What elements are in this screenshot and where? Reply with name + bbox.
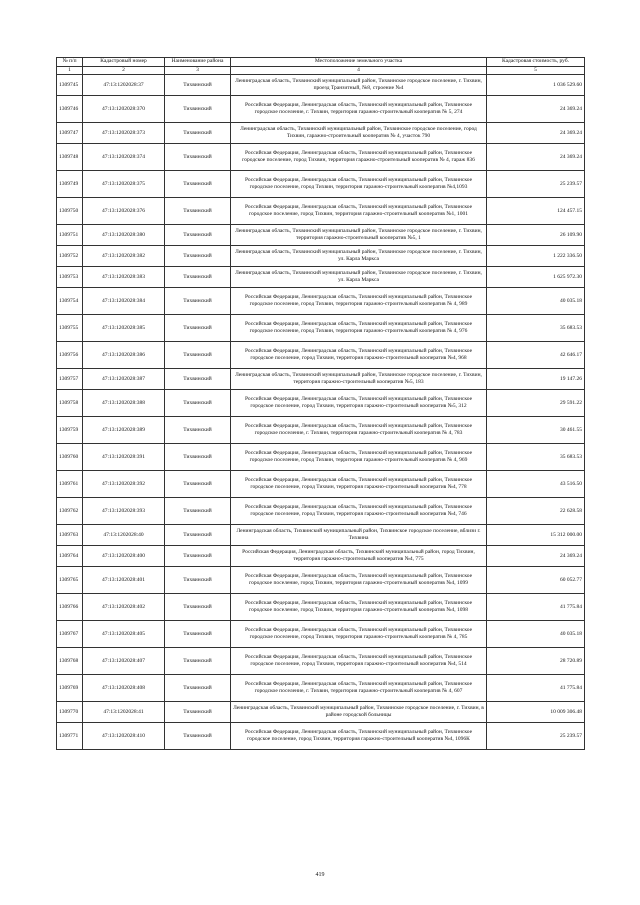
district-name: Тихвинский	[165, 675, 231, 702]
cadastral-cost: 35 683.53	[487, 444, 585, 471]
table-row	[57, 267, 585, 288]
land-location: Российская Федерация, Ленинградская область, Тихвинский муниципальный район, Тихвинское городское поселение, город Тихвин, территория гаражно-строительный кооператив №4, 1096К	[231, 723, 487, 750]
cadastral-cost: 30 461.55	[487, 417, 585, 444]
cadastral-number: 47:13:1202028:387	[83, 369, 165, 390]
land-location: Российская Федерация, Ленинградская область, Тихвинский муниципальный район, Тихвинское городское поселение, город Тихвин, территория гаражно-строительный кооператив № 4, 785	[231, 621, 487, 648]
cadastral-number: 47:13:1202028:410	[83, 723, 165, 750]
row-number: 1309766	[57, 594, 83, 621]
row-number: 1309765	[57, 567, 83, 594]
cadastral-cost: 40 035.18	[487, 288, 585, 315]
cadastral-cost: 15 312 000.00	[487, 525, 585, 546]
cadastral-cost: 35 683.53	[487, 315, 585, 342]
cadastral-number: 47:13:1202028:407	[83, 648, 165, 675]
table-row	[57, 288, 585, 315]
land-location: Российская Федерация, Ленинградская область, Тихвинский муниципальный район, город Тихвин, территория гаражно-строительный кооператив №4, 775	[231, 546, 487, 567]
land-location: Ленинградская область, Тихвинский муниципальный район, Тихвинское городское поселение, г. Тихвин, ул. Карла Маркса	[231, 267, 487, 288]
cadastral-cost: 10 009 306.48	[487, 702, 585, 723]
cadastral-number: 47:13:1202028:382	[83, 246, 165, 267]
table-row	[57, 315, 585, 342]
district-name: Тихвинский	[165, 288, 231, 315]
cadastral-number: 47:13:1202028:389	[83, 417, 165, 444]
table-row	[57, 471, 585, 498]
cadastral-cost: 26 109.90	[487, 225, 585, 246]
row-number: 1309771	[57, 723, 83, 750]
land-location: Ленинградская область, Тихвинский муниципальный район, Тихвинское городское поселение, вблизи г. Тихвина	[231, 525, 487, 546]
table-row	[57, 567, 585, 594]
cadastral-cost: 28 720.89	[487, 648, 585, 675]
table-row	[57, 96, 585, 123]
cadastral-cost: 43 516.50	[487, 471, 585, 498]
cadastral-number: 47:13:1202028:388	[83, 390, 165, 417]
land-location: Российская Федерация, Ленинградская область, Тихвинский муниципальный район, Тихвинское городское поселение, город Тихвин, территория гаражно-строительный кооператив № 4, гараж 836	[231, 144, 487, 171]
district-name: Тихвинский	[165, 702, 231, 723]
land-location: Ленинградская область, Тихвинский муниципальный район, Тихвинское городское поселение, город Тихвин, гаражно-строительный кооператив № 4, участок 790	[231, 123, 487, 144]
district-name: Тихвинский	[165, 171, 231, 198]
column-number: 4	[231, 67, 487, 75]
district-name: Тихвинский	[165, 723, 231, 750]
cadastral-cost: 41 775.84	[487, 675, 585, 702]
district-name: Тихвинский	[165, 144, 231, 171]
district-name: Тихвинский	[165, 567, 231, 594]
table-row	[57, 123, 585, 144]
table-row	[57, 75, 585, 96]
district-name: Тихвинский	[165, 123, 231, 144]
cadastral-number: 47:13:1202028:384	[83, 288, 165, 315]
header-cell-district: Наименование района	[165, 58, 231, 67]
cadastral-cost: 22 628.58	[487, 498, 585, 525]
cadastral-cost: 124 457.15	[487, 198, 585, 225]
district-name: Тихвинский	[165, 498, 231, 525]
land-location: Российская Федерация, Ленинградская область, Тихвинский муниципальный район, Тихвинское городское поселение, город Тихвин, территория гаражно-строительный кооператив № 4, 969	[231, 444, 487, 471]
cadastral-table	[56, 57, 585, 750]
row-number: 1309751	[57, 225, 83, 246]
cadastral-number: 47:13:1202028:37	[83, 75, 165, 96]
district-name: Тихвинский	[165, 648, 231, 675]
column-number: 3	[165, 67, 231, 75]
land-location: Российская Федерация, Ленинградская область, Тихвинский муниципальный район, Тихвинское городское поселение, город Тихвин, территория гаражно-строительный кооператив №4, 514	[231, 648, 487, 675]
land-location: Ленинградская область, Тихвинский муниципальный район, Тихвинское городское поселение, г. Тихвин, в районе городской больницы	[231, 702, 487, 723]
row-number: 1309760	[57, 444, 83, 471]
cadastral-cost: 41 775.84	[487, 594, 585, 621]
cadastral-number: 47:13:1202028:380	[83, 225, 165, 246]
district-name: Тихвинский	[165, 621, 231, 648]
row-number: 1309753	[57, 267, 83, 288]
cadastral-cost: 1 036 529.60	[487, 75, 585, 96]
column-number-row	[57, 67, 585, 75]
cadastral-number: 47:13:1202028:402	[83, 594, 165, 621]
cadastral-number: 47:13:1202028:391	[83, 444, 165, 471]
row-number: 1309748	[57, 144, 83, 171]
table-row	[57, 171, 585, 198]
table-row	[57, 342, 585, 369]
district-name: Тихвинский	[165, 444, 231, 471]
land-location: Ленинградская область, Тихвинский муниципальный район, Тихвинское городское поселение, г. Тихвин, территория гаражно-строительный кооператив №5, 183	[231, 369, 487, 390]
cadastral-number: 47:13:1202028:370	[83, 96, 165, 123]
district-name: Тихвинский	[165, 198, 231, 225]
land-location: Ленинградская область, Тихвинский муниципальный район, Тихвинское городское поселение, г. Тихвин, проезд Транзитный, №8, строение №4	[231, 75, 487, 96]
row-number: 1309757	[57, 369, 83, 390]
district-name: Тихвинский	[165, 267, 231, 288]
district-name: Тихвинский	[165, 525, 231, 546]
table-row	[57, 444, 585, 471]
district-name: Тихвинский	[165, 417, 231, 444]
district-name: Тихвинский	[165, 390, 231, 417]
land-location: Российская Федерация, Ленинградская область, Тихвинский муниципальный район, Тихвинское городское поселение, г. Тихвин, территория гаражно-строительный кооператив № 5, 274	[231, 96, 487, 123]
land-location: Российская Федерация, Ленинградская область, Тихвинский муниципальный район, Тихвинское городское поселение, город Тихвин, территория гаражно-строительный кооператив №5, 312	[231, 390, 487, 417]
cadastral-cost: 29 591.22	[487, 390, 585, 417]
cadastral-number: 47:13:1202028:393	[83, 498, 165, 525]
land-location: Российская Федерация, Ленинградская область, Тихвинский муниципальный район, Тихвинское городское поселение, город Тихвин, территория гаражно-строительный кооператив №4,1093	[231, 171, 487, 198]
district-name: Тихвинский	[165, 96, 231, 123]
table-header-row	[57, 58, 585, 67]
row-number: 1309750	[57, 198, 83, 225]
table-row	[57, 144, 585, 171]
cadastral-cost: 40 035.18	[487, 621, 585, 648]
cadastral-number: 47:13:1202028:392	[83, 471, 165, 498]
land-location: Российская Федерация, Ленинградская область, Тихвинский муниципальный район, Тихвинское городское поселение, г. Тихвин, территория гаражно-строительный кооператив № 4, 607	[231, 675, 487, 702]
cadastral-number: 47:13:1202028:41	[83, 702, 165, 723]
district-name: Тихвинский	[165, 546, 231, 567]
row-number: 1309767	[57, 621, 83, 648]
column-number: 2	[83, 67, 165, 75]
row-number: 1309759	[57, 417, 83, 444]
cadastral-cost: 19 147.26	[487, 369, 585, 390]
cadastral-number: 47:13:1202028:383	[83, 267, 165, 288]
cadastral-cost: 1 222 336.50	[487, 246, 585, 267]
table-row	[57, 525, 585, 546]
table-row	[57, 546, 585, 567]
row-number: 1309770	[57, 702, 83, 723]
row-number: 1309755	[57, 315, 83, 342]
table-row	[57, 621, 585, 648]
cadastral-number: 47:13:1202028:373	[83, 123, 165, 144]
district-name: Тихвинский	[165, 369, 231, 390]
row-number: 1309762	[57, 498, 83, 525]
column-number: 1	[57, 67, 83, 75]
land-location: Российская Федерация, Ленинградская область, Тихвинский муниципальный район, Тихвинское городское поселение, город Тихвин, территория гаражно-строительный кооператив №4, 1099	[231, 567, 487, 594]
district-name: Тихвинский	[165, 315, 231, 342]
district-name: Тихвинский	[165, 342, 231, 369]
table-row	[57, 648, 585, 675]
row-number: 1309763	[57, 525, 83, 546]
cadastral-cost: 24 369.24	[487, 144, 585, 171]
table-row	[57, 246, 585, 267]
cadastral-cost: 42 646.17	[487, 342, 585, 369]
table-row	[57, 417, 585, 444]
cadastral-number: 47:13:1202028:386	[83, 342, 165, 369]
cadastral-number: 47:13:1202028:405	[83, 621, 165, 648]
row-number: 1309752	[57, 246, 83, 267]
header-cell-cadastral-number: Кадастровый номер	[83, 58, 165, 67]
district-name: Тихвинский	[165, 75, 231, 96]
row-number: 1309754	[57, 288, 83, 315]
land-location: Российская Федерация, Ленинградская область, Тихвинский муниципальный район, Тихвинское городское поселение, город Тихвин, территория гаражно-строительный кооператив №4, 778	[231, 471, 487, 498]
row-number: 1309761	[57, 471, 83, 498]
row-number: 1309749	[57, 171, 83, 198]
cadastral-number: 47:13:1202028:40	[83, 525, 165, 546]
header-cell-cost: Кадастровая стоимость, руб.	[487, 58, 585, 67]
cadastral-table-body	[57, 58, 585, 750]
land-location: Российская Федерация, Ленинградская область, Тихвинский муниципальный район, Тихвинское городское поселение, город Тихвин, территория гаражно-строительный кооператив № 4, 976	[231, 315, 487, 342]
land-location: Российская Федерация, Ленинградская область, Тихвинский муниципальный район, Тихвинское городское поселение, город Тихвин, территория гаражно-строительный кооператив №1, 1001	[231, 198, 487, 225]
table-row	[57, 390, 585, 417]
column-number: 5	[487, 67, 585, 75]
row-number: 1309747	[57, 123, 83, 144]
land-location: Ленинградская область, Тихвинский муниципальный район, Тихвинское городское поселение, г. Тихвин, территория гаражно-строительный кооператив №5, 1	[231, 225, 487, 246]
row-number: 1309764	[57, 546, 83, 567]
cadastral-number: 47:13:1202028:374	[83, 144, 165, 171]
cadastral-number: 47:13:1202028:401	[83, 567, 165, 594]
land-location: Российская Федерация, Ленинградская область, Тихвинский муниципальный район, Тихвинское городское поселение, город Тихвин, территория гаражно-строительный кооператив №4, 968	[231, 342, 487, 369]
district-name: Тихвинский	[165, 246, 231, 267]
district-name: Тихвинский	[165, 594, 231, 621]
table-row	[57, 675, 585, 702]
table-row	[57, 198, 585, 225]
cadastral-cost: 24 369.24	[487, 546, 585, 567]
land-location: Российская Федерация, Ленинградская область, Тихвинский муниципальный район, Тихвинское городское поселение, г. Тихвин, территория гаражно-строительный кооператив № 4, 783	[231, 417, 487, 444]
header-cell-location: Местоположение земельного участка	[231, 58, 487, 67]
row-number: 1309756	[57, 342, 83, 369]
land-location: Российская Федерация, Ленинградская область, Тихвинский муниципальный район, Тихвинское городское поселение, город Тихвин, территория гаражно-строительный кооператив № 4, 989	[231, 288, 487, 315]
page-number: 419	[315, 872, 325, 878]
row-number: 1309746	[57, 96, 83, 123]
cadastral-number: 47:13:1202028:385	[83, 315, 165, 342]
table-row	[57, 594, 585, 621]
cadastral-cost: 24 369.24	[487, 123, 585, 144]
land-location: Российская Федерация, Ленинградская область, Тихвинский муниципальный район, Тихвинское городское поселение, город Тихвин, территория гаражно-строительный кооператив №4, 746	[231, 498, 487, 525]
table-row	[57, 369, 585, 390]
cadastral-cost: 25 239.57	[487, 723, 585, 750]
header-cell-number: № п/п	[57, 58, 83, 67]
row-number: 1309745	[57, 75, 83, 96]
cadastral-cost: 24 369.24	[487, 96, 585, 123]
district-name: Тихвинский	[165, 471, 231, 498]
cadastral-number: 47:13:1202028:400	[83, 546, 165, 567]
cadastral-number: 47:13:1202028:408	[83, 675, 165, 702]
district-name: Тихвинский	[165, 225, 231, 246]
table-row	[57, 498, 585, 525]
row-number: 1309768	[57, 648, 83, 675]
cadastral-cost: 1 625 972.30	[487, 267, 585, 288]
table-row	[57, 723, 585, 750]
cadastral-number: 47:13:1202028:376	[83, 198, 165, 225]
land-location: Российская Федерация, Ленинградская область, Тихвинский муниципальный район, Тихвинское городское поселение, город Тихвин, территория гаражно-строительный кооператив №4, 1098	[231, 594, 487, 621]
table-row	[57, 702, 585, 723]
row-number: 1309769	[57, 675, 83, 702]
table-row	[57, 225, 585, 246]
cadastral-cost: 25 239.57	[487, 171, 585, 198]
row-number: 1309758	[57, 390, 83, 417]
cadastral-number: 47:13:1202028:375	[83, 171, 165, 198]
land-location: Ленинградская область, Тихвинский муниципальный район, Тихвинское городское поселение, г. Тихвин, ул. Карла Маркса	[231, 246, 487, 267]
cadastral-cost: 60 052.77	[487, 567, 585, 594]
